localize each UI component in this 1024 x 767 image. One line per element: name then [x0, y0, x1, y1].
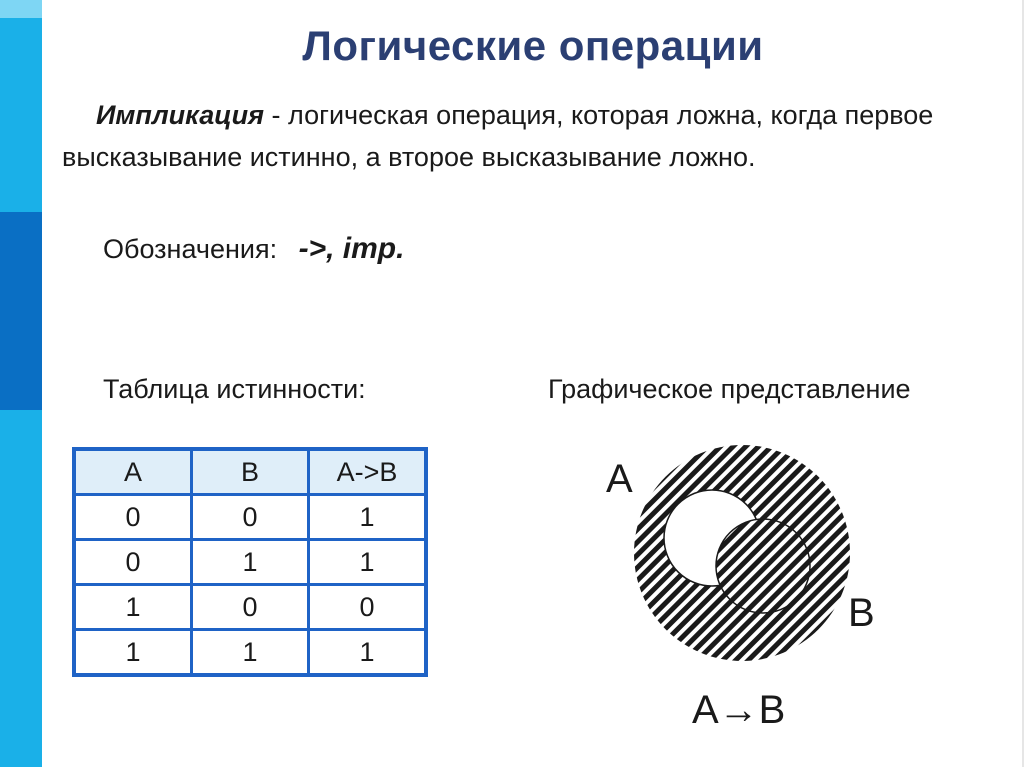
table-header-row	[74, 449, 426, 495]
header-cell-result: A->B	[309, 449, 427, 495]
table-row	[74, 540, 426, 585]
table-cell: 1	[309, 495, 427, 540]
notation-symbols: ->, imp.	[298, 232, 405, 265]
slide-title: Логические операции	[302, 22, 764, 69]
label-a: A	[606, 457, 633, 501]
graphic-caption: Графическое представление	[548, 374, 911, 404]
definition-text: - логическая операция, которая ложна, когда первое высказывание истинно, а второе высказывание ложно.	[62, 100, 934, 172]
header-cell-b: B	[192, 449, 309, 495]
table-cell: 1	[309, 630, 427, 676]
notation-label: Обозначения:	[103, 234, 278, 264]
table-cell: 1	[192, 540, 309, 585]
table-row	[74, 495, 426, 540]
truth-table	[72, 447, 428, 677]
sidebar-accent-decoration	[0, 212, 42, 410]
definition-term: Импликация	[96, 100, 265, 130]
table-row	[74, 630, 426, 676]
notation-line	[103, 232, 404, 266]
table-row	[74, 585, 426, 630]
label-result: A→B	[692, 688, 786, 732]
venn-diagram	[596, 440, 896, 740]
table-cell: 1	[309, 540, 427, 585]
header-cell-a: A	[74, 449, 192, 495]
table-cell: 1	[74, 585, 192, 630]
label-b: B	[848, 591, 875, 635]
table-cell: 1	[74, 630, 192, 676]
table-cell: 0	[309, 585, 427, 630]
table-cell: 0	[192, 495, 309, 540]
sidebar-top-decoration	[0, 0, 42, 18]
table-cell: 0	[74, 540, 192, 585]
table-cell: 1	[192, 630, 309, 676]
definition-paragraph	[62, 94, 1002, 178]
table-cell: 0	[192, 585, 309, 630]
table-cell: 0	[74, 495, 192, 540]
truth-table-caption: Таблица истинности:	[103, 374, 366, 404]
